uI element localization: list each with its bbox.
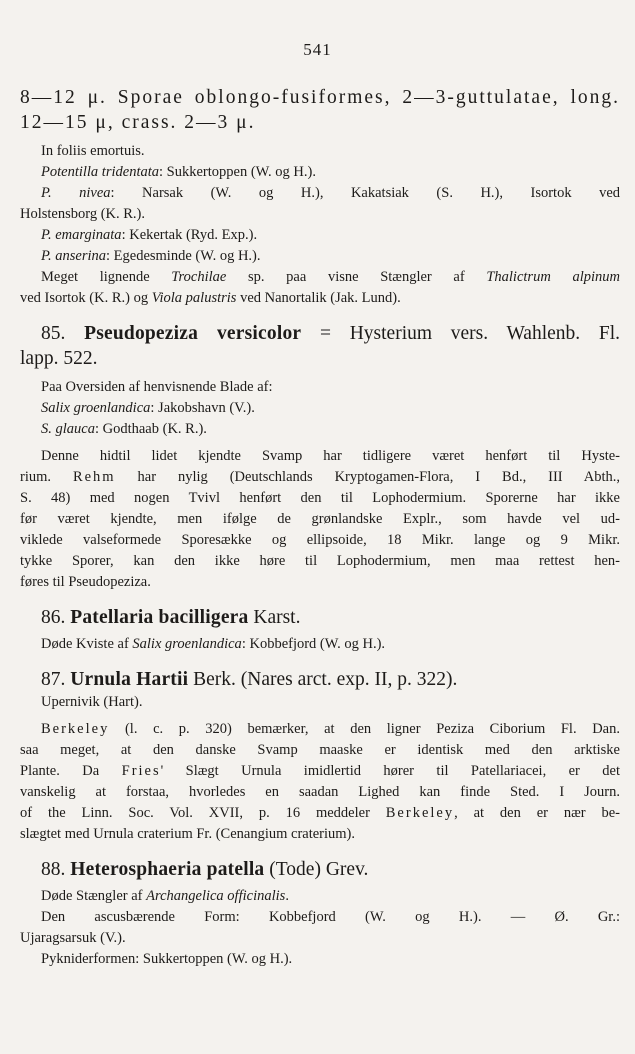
entry-85-synonym-cont: lapp. 522. bbox=[20, 348, 98, 369]
spore-line-2: 12—15 μ, crass. 2—3 μ. bbox=[20, 112, 256, 133]
locality-line bbox=[20, 634, 620, 655]
author-name: Fries bbox=[121, 763, 161, 779]
species-name: Trochilae bbox=[171, 269, 227, 285]
locality-text: : Kobbefjord (W. og H.). bbox=[241, 636, 386, 652]
remark-line bbox=[20, 803, 620, 824]
species-name: Potentilla tridentata bbox=[41, 164, 160, 180]
remark-text: Plante. Da bbox=[20, 763, 122, 779]
remark-text: har nylig (Deutschlands Kryptogamen-Flora, I Bd., III Abth., bbox=[115, 469, 621, 485]
remark-text: rium. bbox=[20, 469, 73, 485]
remark-line: Denne hidtil lidet kjendte Svamp har tidligere været henført til Hyste- bbox=[41, 448, 620, 464]
host-text: . bbox=[285, 888, 289, 904]
remark-line: vanskelig at forstaa, hvorledes en saadan Lighed kan finde Sted. I Journ. bbox=[20, 784, 620, 800]
remark-line bbox=[20, 719, 620, 740]
locality-line: Ujaragsarsuk (V.). bbox=[20, 930, 126, 946]
entry-author: Karst. bbox=[248, 607, 301, 628]
note-text: ved Nanortalik (Jak. Lund). bbox=[236, 290, 401, 306]
entry-title: Heterosphaeria patella bbox=[70, 859, 265, 880]
remark-line: føres til Pseudopeziza. bbox=[20, 574, 151, 590]
remark-line bbox=[20, 467, 620, 488]
entry-85-heading bbox=[20, 321, 620, 346]
page-number: 541 bbox=[303, 40, 332, 59]
species-name: Salix groenlandica bbox=[132, 636, 242, 652]
entry-author: (Tode) Grev. bbox=[264, 859, 369, 880]
entry-86-heading bbox=[20, 605, 620, 630]
entry-87-heading bbox=[20, 667, 620, 692]
entry-85-remarks bbox=[20, 446, 620, 593]
locality-line: Holstensborg (K. R.). bbox=[20, 206, 145, 222]
remark-text: ' Slægt Urnula imidlertid hører til Patellariacei, er det bbox=[160, 763, 621, 779]
locality-text: : Sukkertoppen (W. og H.). bbox=[159, 164, 316, 180]
species-name: P. anserina bbox=[41, 248, 106, 264]
species-name: S. glauca bbox=[41, 421, 95, 437]
remark-line: S. 48) med nogen Tvivl henført den til Lophodermium. Sporerne har ikke bbox=[20, 490, 620, 506]
entry-title: Patellaria bacilligera bbox=[70, 607, 249, 628]
entry-title: Urnula Hartii bbox=[70, 669, 189, 690]
locality-text: : Egedesminde (W. og H.). bbox=[106, 248, 261, 264]
entry-number: 85. bbox=[41, 323, 66, 344]
locality-line bbox=[20, 162, 620, 183]
host-text: Døde Kviste af bbox=[41, 636, 133, 652]
author-name: Berkeley bbox=[385, 805, 455, 821]
author-name: Berkeley bbox=[41, 721, 110, 737]
habitat-line: In foliis emortuis. bbox=[41, 143, 145, 159]
locality-line: Den ascusbærende Form: Kobbefjord (W. og H.). — Ø. Gr.: bbox=[41, 909, 620, 925]
locality-text: : Kekertak (Ryd. Exp.). bbox=[121, 227, 258, 243]
species-name: Salix groenlandica bbox=[41, 400, 151, 416]
remark-text: of the Linn. Soc. Vol. XVII, p. 16 meddeler bbox=[20, 805, 386, 821]
locality-text: : Narsak (W. og H.), Kakatsiak (S. H.), Isortok ved bbox=[110, 185, 620, 201]
remark-line: tykke Sporer, kan den ikke høre til Lophodermium, men maa rettest hen- bbox=[20, 553, 620, 569]
host-line bbox=[20, 886, 620, 907]
note-line bbox=[20, 288, 620, 309]
entry-87-remarks bbox=[20, 719, 620, 845]
remark-line: viklede valseformede Sporesække og ellipsoide, 18 Mikr. lange og 9 Mikr. bbox=[20, 532, 620, 548]
entry-synonym: = Hysterium vers. Wahlenb. Fl. bbox=[301, 323, 621, 344]
locality-line bbox=[20, 419, 620, 440]
entry-number: 86. bbox=[41, 607, 66, 628]
remark-line bbox=[20, 761, 620, 782]
page-content bbox=[20, 85, 620, 970]
locality-text: : Jakobshavn (V.). bbox=[150, 400, 255, 416]
locality-line bbox=[20, 183, 620, 204]
entry-number: 88. bbox=[41, 859, 66, 880]
locality-line bbox=[20, 246, 620, 267]
entry-88-heading bbox=[20, 857, 620, 882]
species-name: Thalictrum alpinum bbox=[486, 269, 620, 285]
locality-text: : Godthaab (K. R.). bbox=[94, 421, 207, 437]
species-name: P. emarginata bbox=[41, 227, 122, 243]
note-line bbox=[20, 267, 620, 288]
remark-line: slægtet med Urnula craterium Fr. (Cenangium craterium). bbox=[20, 826, 356, 842]
remark-text: , at den er nær be- bbox=[454, 805, 620, 821]
entry-title: Pseudopeziza versicolor bbox=[84, 323, 302, 344]
species-name: Archangelica officinalis bbox=[146, 888, 286, 904]
note-text: ved Isortok (K. R.) og bbox=[20, 290, 152, 306]
author-name: Rehm bbox=[72, 469, 116, 485]
species-name: P. nivea bbox=[41, 185, 111, 201]
remark-line: saa meget, at den danske Svamp maaske er identisk med den arktiske bbox=[20, 742, 620, 758]
species-name: Viola palustris bbox=[151, 290, 237, 306]
entry-reference: Berk. (Nares arct. exp. II, p. 322). bbox=[188, 669, 458, 690]
host-text: Døde Stængler af bbox=[41, 888, 147, 904]
entry-number: 87. bbox=[41, 669, 66, 690]
spore-line-1: 8—12 μ. Sporae oblongo-fusiformes, 2—3-guttulatae, long. bbox=[20, 87, 620, 108]
locality-line bbox=[20, 398, 620, 419]
note-text: sp. paa visne Stængler af bbox=[226, 269, 487, 285]
note-text: Meget lignende bbox=[41, 269, 172, 285]
remark-line: før været kjendte, men ifølge de grønlandske Explr., som havde vel ud- bbox=[20, 511, 620, 527]
locality-line bbox=[20, 225, 620, 246]
remark-text: (l. c. p. 320) bemærker, at den ligner Peziza Ciborium Fl. Dan. bbox=[109, 721, 620, 737]
host-line: Paa Oversiden af henvisnende Blade af: bbox=[41, 379, 273, 395]
locality-line: Upernivik (Hart). bbox=[41, 694, 143, 710]
locality-line: Pykniderformen: Sukkertoppen (W. og H.). bbox=[41, 951, 293, 967]
